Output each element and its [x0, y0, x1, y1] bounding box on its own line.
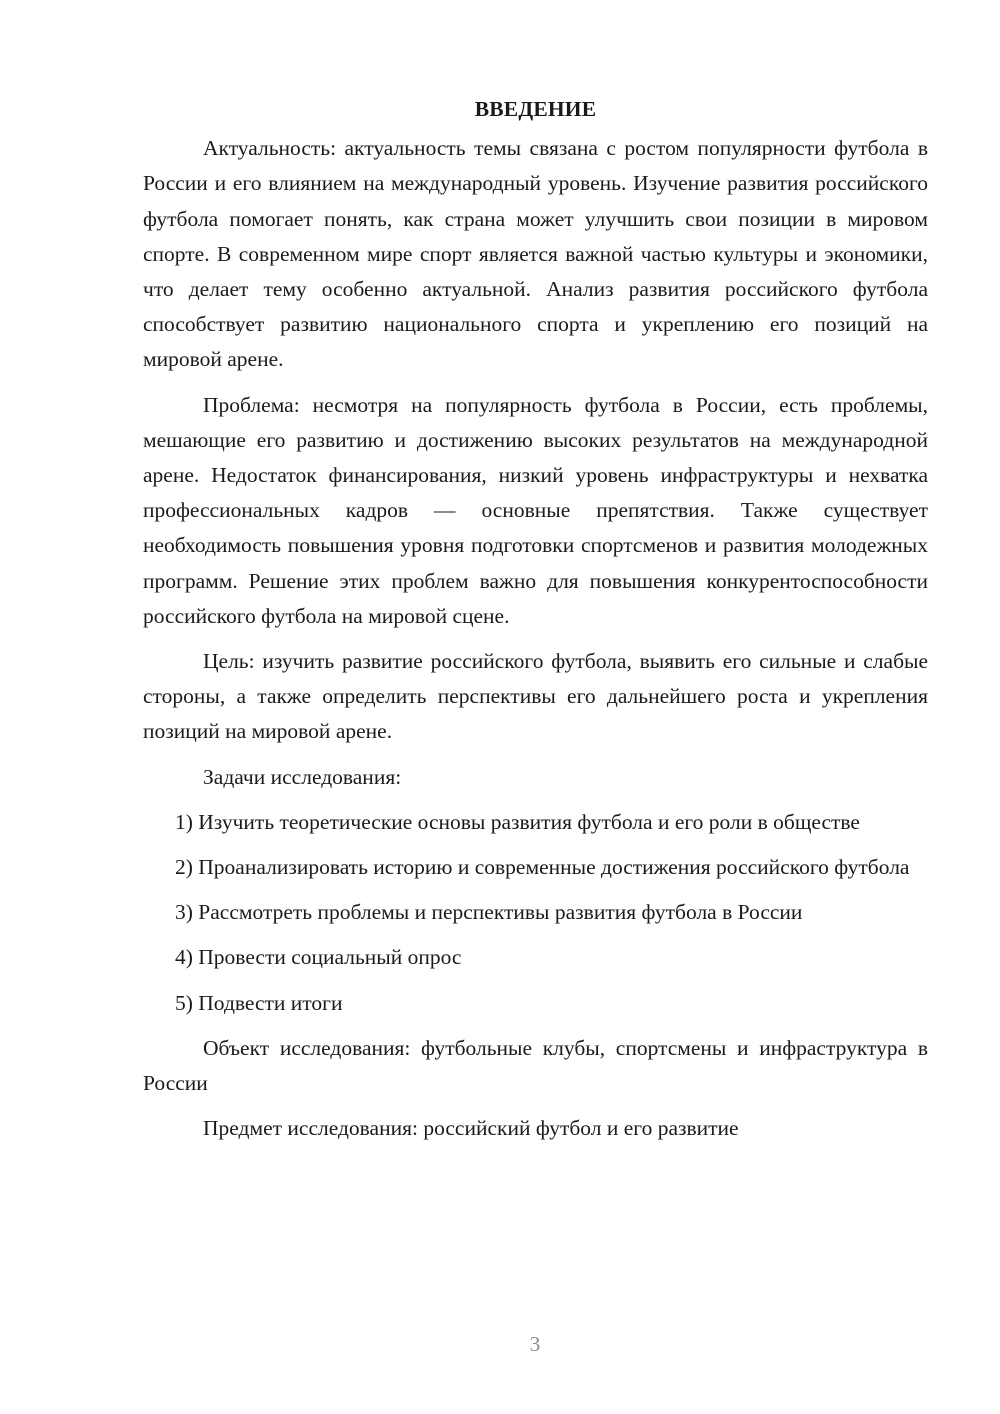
- problem-paragraph: Проблема: несмотря на популярность футбола в России, есть проблемы, мешающие его развитию и достижению высоких результатов на международной арене. Недостаток финансирования, низкий уровень инфраструктуры и нехватка профессиональных кадров — основные препятствия. Также существует необходимость повышения уровня подготовки спортсменов и развития молодежных программ. Решение этих проблем важно для повышения конкурентоспособности российского футбола на мировой сцене.: [143, 392, 928, 628]
- task-item: 3) Рассмотреть проблемы и перспективы развития футбола в России: [175, 900, 803, 925]
- subject-paragraph: Предмет исследования: российский футбол и его развитие: [203, 1116, 739, 1141]
- relevance-paragraph: Актуальность: актуальность темы связана с ростом популярности футбола в России и его влиянием на международный уровень. Изучение развития российского футбола помогает понять, как страна может улучшить свои позиции в мировом спорте. В современном мире спорт является важной частью культуры и экономики, что делает тему особенно актуальной. Анализ развития российского футбола способствует развитию национального спорта и укреплению его позиций на мировой арене.: [143, 136, 928, 372]
- tasks-heading: Задачи исследования:: [203, 764, 402, 789]
- object-paragraph: Объект исследования: футбольные клубы, спортсмены и инфраструктура в России: [143, 1035, 928, 1096]
- document-page: [143, 92, 928, 1156]
- page-number: 3: [529, 1332, 541, 1356]
- section-title: ВВЕДЕНИЕ: [474, 97, 597, 121]
- goal-paragraph: Цель: изучить развитие российского футбола, выявить его сильные и слабые стороны, а также определить перспективы его дальнейшего роста и укрепления позиций на мировой арене.: [143, 649, 928, 744]
- task-item: 2) Проанализировать историю и современные достижения российского футбола: [175, 855, 910, 880]
- task-item: 4) Провести социальный опрос: [175, 945, 462, 970]
- task-item: 5) Подвести итоги: [175, 990, 343, 1015]
- task-item: 1) Изучить теоретические основы развития футбола и его роли в обществе: [175, 809, 860, 834]
